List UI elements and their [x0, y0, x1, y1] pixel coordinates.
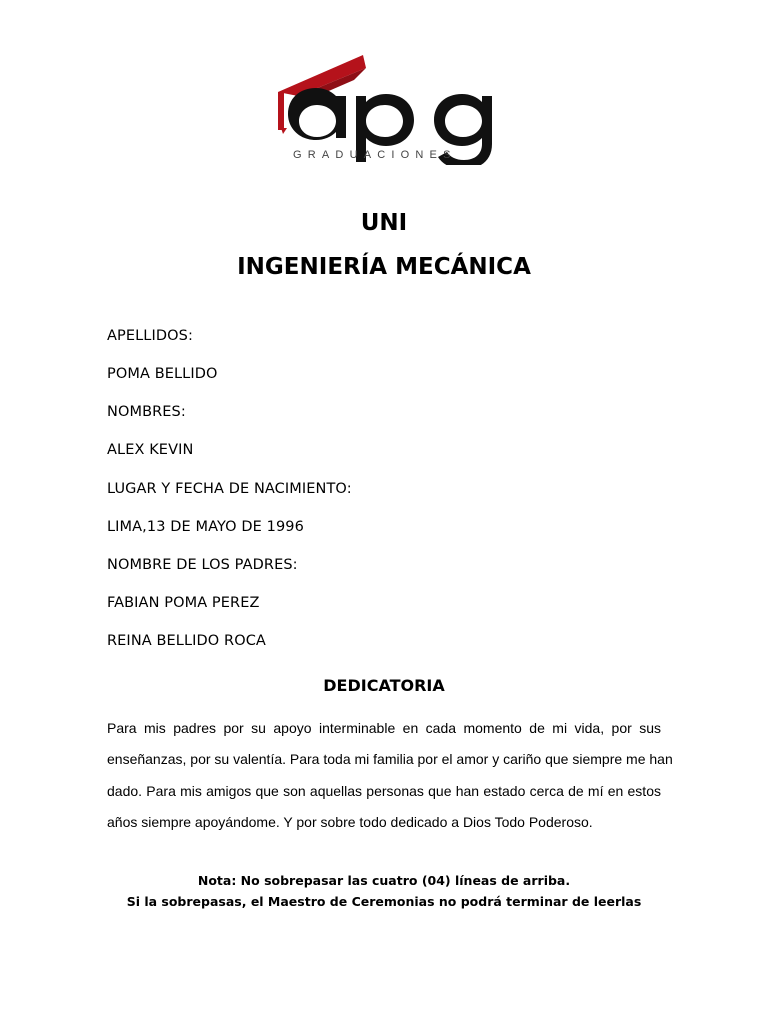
apg-graduaciones-logo — [268, 50, 508, 165]
field-nombres-value: ALEX KEVIN — [107, 442, 194, 458]
field-nombres-label: NOMBRES: — [107, 404, 186, 420]
note-line-1: Nota: No sobrepasar las cuatro (04) líneas de arriba. — [197, 873, 571, 888]
university-title: UNI — [360, 210, 408, 236]
field-nacimiento-value: LIMA,13 DE MAYO DE 1996 — [107, 519, 304, 535]
dedicatoria-heading: DEDICATORIA — [323, 676, 445, 695]
dedicatoria-line: Para mis padres por su apoyo interminable en cada momento de mi vida, por sus — [107, 720, 661, 736]
field-padres-label: NOMBRE DE LOS PADRES: — [107, 557, 298, 573]
field-madre-value: REINA BELLIDO ROCA — [107, 633, 266, 649]
dedicatoria-line: años siempre apoyándome. Y por sobre todo dedicado a Dios Todo Poderoso. — [107, 813, 593, 830]
dedicatoria-line: enseñanzas, por su valentía. Para toda mi familia por el amor y cariño que siempre me han — [107, 751, 673, 768]
logo-subtitle: GRADUACIONES — [293, 149, 457, 161]
logo-graphic — [268, 50, 508, 165]
field-padre-value: FABIAN POMA PEREZ — [107, 595, 260, 611]
note-line-2: Si la sobrepasas, el Maestro de Ceremonias no podrá terminar de leerlas — [126, 894, 642, 909]
field-nacimiento-label: LUGAR Y FECHA DE NACIMIENTO: — [107, 481, 352, 497]
field-apellidos-label: APELLIDOS: — [107, 328, 193, 344]
dedicatoria-line: dado. Para mis amigos que son aquellas personas que han estado cerca de mí en estos — [107, 782, 661, 799]
dedicatoria-paragraph — [107, 720, 673, 845]
field-apellidos-value: POMA BELLIDO — [107, 366, 218, 382]
career-title: INGENIERÍA MECÁNICA — [237, 254, 531, 280]
